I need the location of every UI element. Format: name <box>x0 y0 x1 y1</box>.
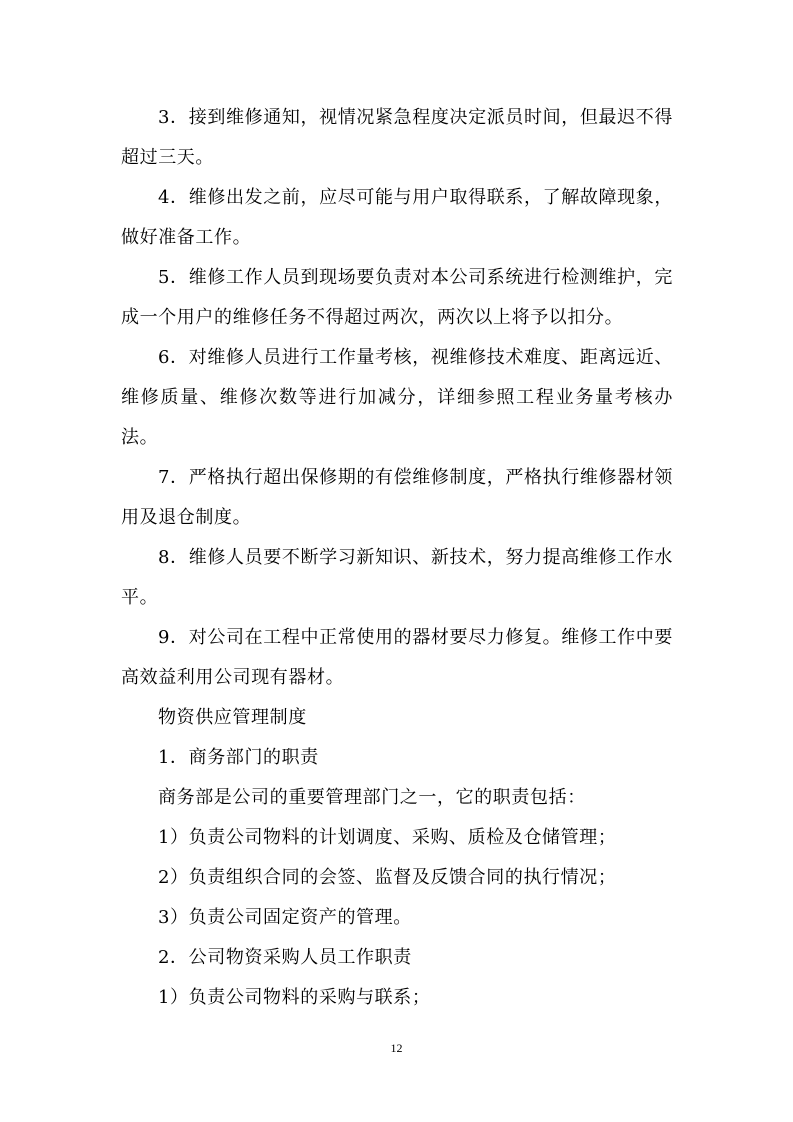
paragraph-commerce-intro: 商务部是公司的重要管理部门之一，它的职责包括： <box>158 787 586 808</box>
list-item-duty-2: 2）负责组织合同的会签、监督及反馈合同的执行情况； <box>158 867 617 888</box>
list-item-duty-1: 1）负责公司物料的计划调度、采购、质检及仓储管理； <box>158 827 617 848</box>
paragraph-item-3: 3．接到维修通知，视情况紧急程度决定派员时间，但最迟不得超过三天。 <box>121 107 673 168</box>
list-item-purchasing-1: 1）负责公司物料的采购与联系； <box>158 987 431 1008</box>
page-number: 12 <box>390 1041 403 1055</box>
list-item-duty-3: 3）负责公司固定资产的管理。 <box>158 907 412 928</box>
subsection-heading-purchasing-duties: 2．公司物资采购人员工作职责 <box>158 947 412 968</box>
paragraph-item-7: 7．严格执行超出保修期的有偿维修制度，严格执行维修器材领用及退仓制度。 <box>121 467 673 528</box>
document-body <box>121 98 673 1018</box>
subsection-heading-commerce-duties: 1．商务部门的职责 <box>158 747 319 768</box>
paragraph-item-4: 4．维修出发之前，应尽可能与用户取得联系，了解故障现象，做好准备工作。 <box>121 187 673 248</box>
paragraph-item-8: 8．维修人员要不断学习新知识、新技术，努力提高维修工作水平。 <box>121 547 673 608</box>
paragraph-item-6: 6．对维修人员进行工作量考核，视维修技术难度、距离远近、维修质量、维修次数等进行加减分，详细参照工程业务量考核办法。 <box>121 347 673 448</box>
paragraph-item-9: 9．对公司在工程中正常使用的器材要尽力修复。维修工作中要高效益利用公司现有器材。 <box>121 627 673 688</box>
paragraph-item-5: 5．维修工作人员到现场要负责对本公司系统进行检测维护，完成一个用户的维修任务不得超过两次，两次以上将予以扣分。 <box>121 267 673 328</box>
section-heading-supply-management: 物资供应管理制度 <box>158 707 307 728</box>
